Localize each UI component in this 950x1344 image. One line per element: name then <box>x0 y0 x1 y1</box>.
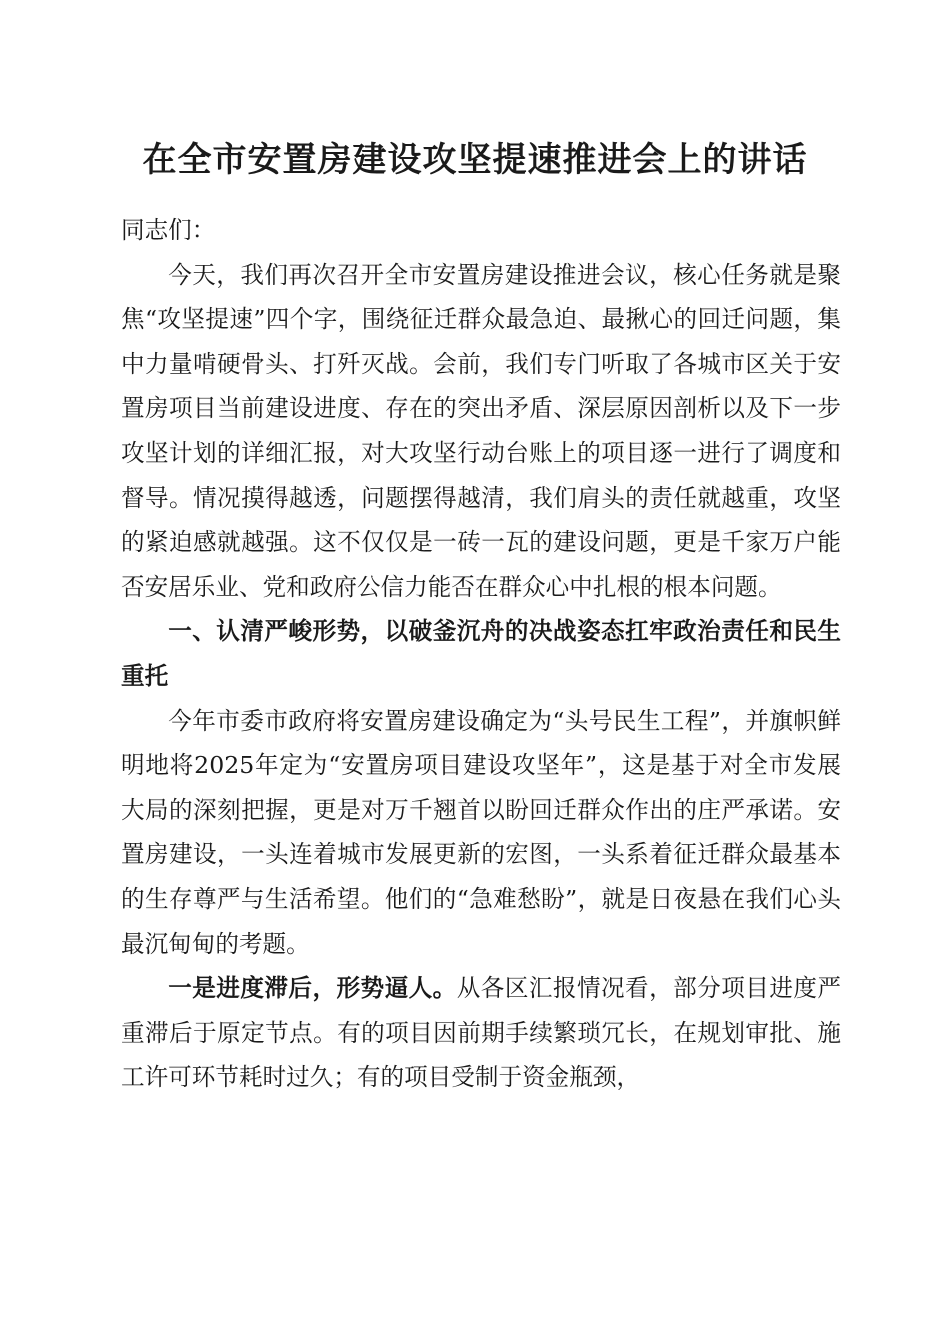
document-body <box>121 208 841 1100</box>
paragraph-lead-phrase: 一是进度滞后，形势逼人。 <box>168 974 457 1003</box>
paragraph-intro: 今天，我们再次召开全市安置房建设推进会议，核心任务就是聚焦“攻坚提速”四个字，围绕征迁群众最急迫、最揪心的回迁问题，集中力量啃硬骨头、打歼灭战。会前，我们专门听取了各城市区关于安置房项目当前建设进度、存在的突出矛盾、深层原因剖析以及下一步攻坚计划的详细汇报，对大攻坚行动台账上的项目逐一进行了调度和督导。情况摸得越透，问题摆得越清，我们肩头的责任就越重，攻坚的紧迫感就越强。这不仅仅是一砖一瓦的建设问题，更是千家万户能否安居乐业、党和政府公信力能否在群众心中扎根的根本问题。 <box>121 260 841 601</box>
salutation: 同志们： <box>121 216 216 244</box>
paragraph-situation: 今年市委市政府将安置房建设确定为“头号民生工程”，并旗帜鲜明地将2025年定为“安置房项目建设攻坚年”，这是基于对全市发展大局的深刻把握，更是对万千翘首以盼回迁群众作出的庄严承诺。安置房建设，一头连着城市发展更新的宏图，一头系着征迁群众最基本的生存尊严与生活希望。他们的“急难愁盼”，就是日夜悬在我们心头最沉甸甸的考题。 <box>121 706 841 958</box>
document-title: 在全市安置房建设攻坚提速推进会上的讲话 <box>142 140 808 180</box>
paragraph-progress-text: 从各区汇报情况看，部分项目进度严重滞后于原定节点。有的项目因前期手续繁琐冗长，在规划审批、施工许可环节耗时过久；有的项目受制于资金瓶颈， <box>121 974 842 1092</box>
paragraph-progress <box>121 966 841 1100</box>
section-heading-1: 一、认清严峻形势，以破釜沉舟的决战姿态扛牢政治责任和民生重托 <box>121 617 841 690</box>
